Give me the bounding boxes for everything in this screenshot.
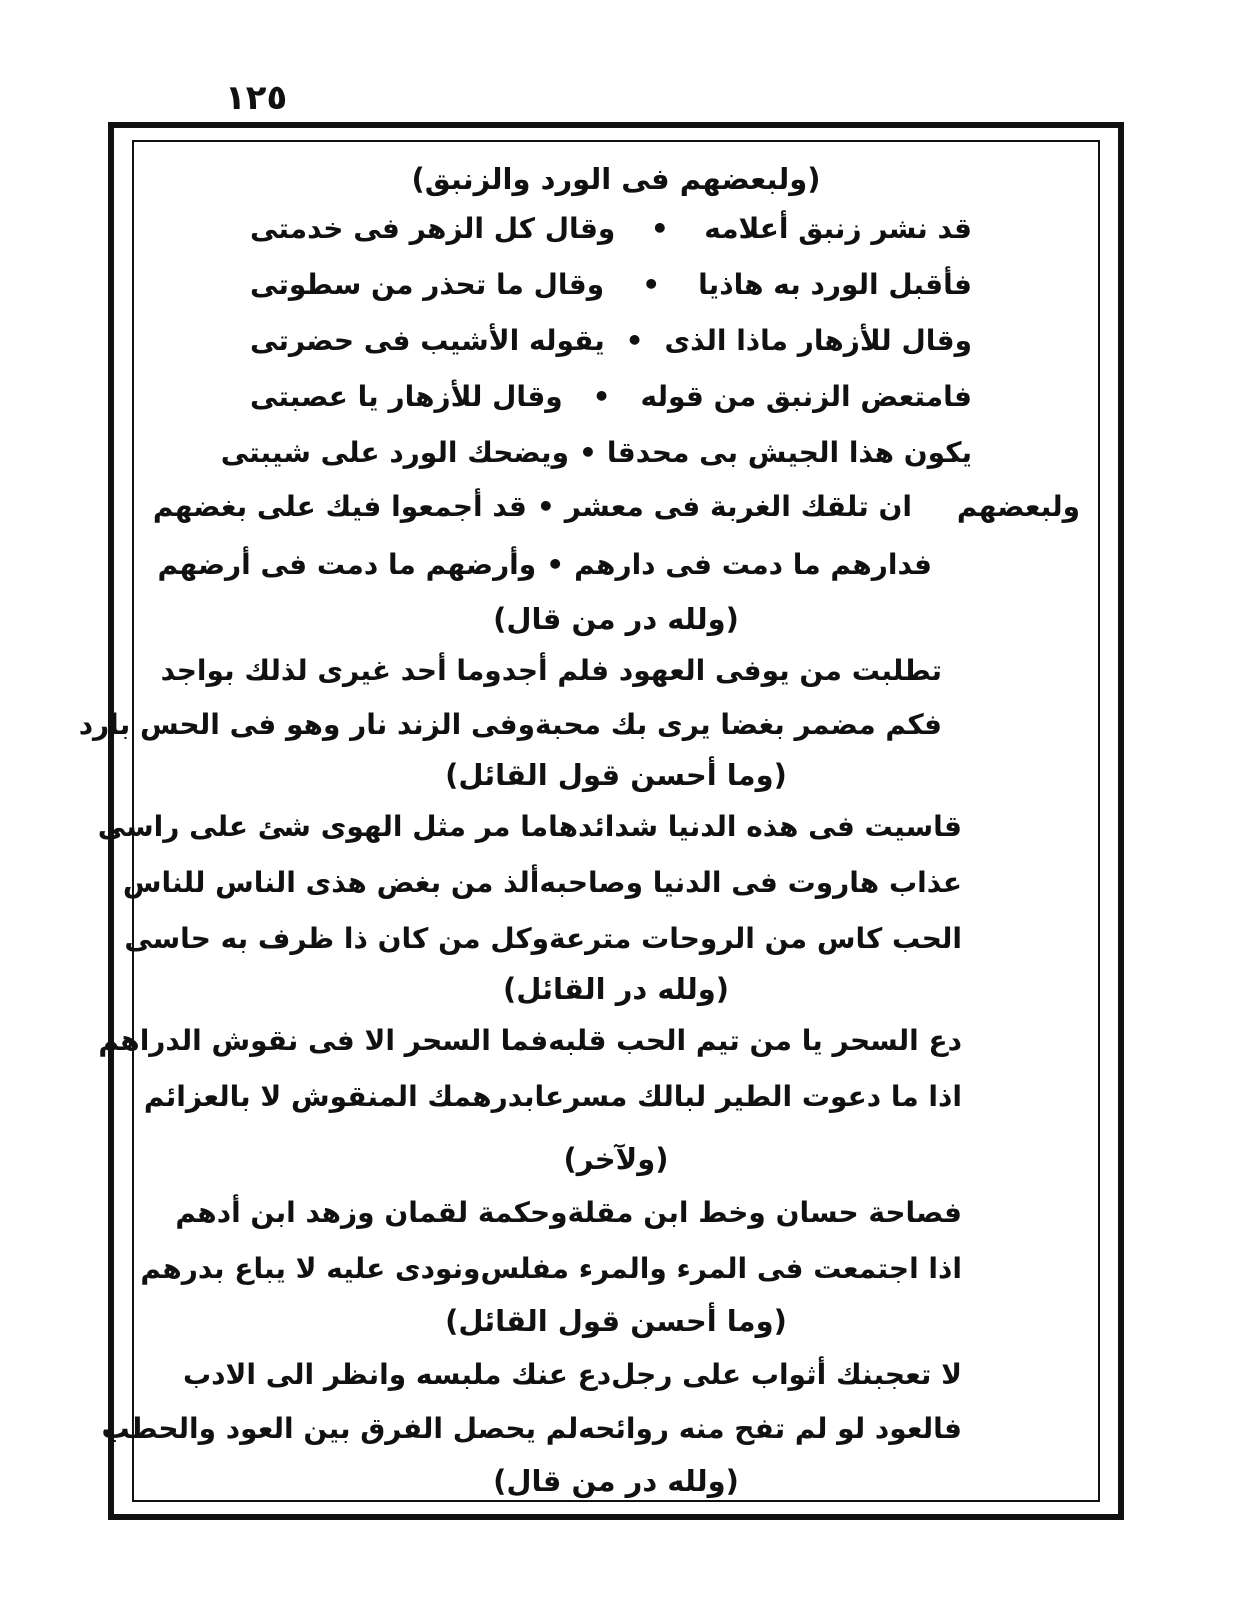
- verse-line: [78, 708, 942, 741]
- hemistich-second: وكل من كان ذا ظرف به حاسى: [124, 922, 550, 955]
- verse-line: [157, 548, 932, 581]
- hemistich-second: قد أجمعوا فيك على بغضهم: [152, 490, 527, 523]
- section-heading: (ولله در من قال): [493, 1464, 739, 1498]
- hemistich-second: دع عنك ملبسه وانظر الى الادب: [183, 1358, 612, 1391]
- hemistich-first: قاسيت فى هذه الدنيا شدائدها: [548, 810, 962, 843]
- hemistich-second: وحكمة لقمان وزهد ابن أدهم: [175, 1196, 568, 1229]
- verse-separator: •: [578, 436, 597, 469]
- hemistich-first: فأقبل الورد به هاذيا: [698, 268, 972, 301]
- page-number: ١٢٥: [225, 78, 288, 118]
- side-label: ولبعضهم: [956, 490, 1080, 523]
- verse-line: [143, 1080, 962, 1113]
- verse-line: [140, 1252, 962, 1285]
- verse-separator: •: [536, 490, 555, 523]
- verse-line: [250, 380, 972, 413]
- hemistich-first: تطلبت من يوفى العهود فلم أجد: [501, 654, 942, 687]
- hemistich-second: ويضحك الورد على شيبتى: [220, 436, 569, 469]
- verse-line: [98, 1024, 962, 1057]
- hemistich-first: الحب كاس من الروحات مترعة: [549, 922, 962, 955]
- section-heading: (ولله در القائل): [503, 972, 729, 1006]
- verse-line: [175, 1196, 962, 1229]
- verse-separator: •: [625, 324, 644, 357]
- hemistich-first: ان تلقك الغربة فى معشر: [564, 490, 912, 523]
- hemistich-first: فامتعض الزنبق من قوله: [640, 380, 972, 413]
- hemistich-second: يقوله الأشيب فى حضرتى: [250, 324, 605, 357]
- hemistich-first: فكم مضمر بغضا يرى بك محبة: [535, 708, 942, 741]
- hemistich-first: قد نشر زنبق أعلامه: [704, 212, 972, 245]
- hemistich-second: وأرضهم ما دمت فى أرضهم: [157, 548, 537, 581]
- hemistich-second: فما السحر الا فى نقوش الدراهم: [98, 1024, 549, 1057]
- verse-line: [97, 810, 962, 843]
- hemistich-second: وقال كل الزهر فى خدمتى: [250, 212, 616, 245]
- hemistich-first: اذا ما دعوت الطير لبالك مسرعا: [534, 1080, 962, 1113]
- verse-line: [124, 922, 962, 955]
- hemistich-second: ألذ من بغض هذى الناس للناس: [122, 866, 540, 899]
- verse-line: [250, 212, 972, 245]
- verse-line: [250, 268, 972, 301]
- hemistich-second: وما أحد غيرى لذلك بواجد: [160, 654, 502, 687]
- hemistich-first: فصاحة حسان وخط ابن مقلة: [567, 1196, 962, 1229]
- hemistich-first: عذاب هاروت فى الدنيا وصاحبه: [539, 866, 962, 899]
- hemistich-second: بدرهمك المنقوش لا بالعزائم: [143, 1080, 535, 1113]
- hemistich-first: فالعود لو لم تفح منه روائحه: [578, 1412, 962, 1445]
- verse-separator: •: [642, 268, 661, 301]
- section-heading: (ولبعضهم فى الورد والزنبق): [411, 162, 821, 196]
- section-heading: (وما أحسن قول القائل): [445, 1304, 787, 1338]
- hemistich-second: وقال للأزهار يا عصبتى: [250, 380, 563, 413]
- hemistich-second: ونودى عليه لا يباع بدرهم: [140, 1252, 481, 1285]
- verse-line: [122, 866, 962, 899]
- hemistich-first: فدارهم ما دمت فى دارهم: [574, 548, 932, 581]
- verse-line: [250, 324, 972, 357]
- hemistich-second: لم يحصل الفرق بين العود والحطب: [101, 1412, 579, 1445]
- verse-line: [220, 436, 972, 469]
- hemistich-second: وفى الزند نار وهو فى الحس بارد: [78, 708, 536, 741]
- hemistich-second: ما مر مثل الهوى شئ على راسى: [97, 810, 549, 843]
- verse-line: [160, 654, 942, 687]
- verse-line: [152, 490, 912, 523]
- verse-line: [183, 1358, 962, 1391]
- hemistich-first: يكون هذا الجيش بى محدقا: [606, 436, 972, 469]
- page-content: [78, 150, 1092, 1498]
- hemistich-second: وقال ما تحذر من سطوتى: [250, 268, 605, 301]
- section-heading: (وما أحسن قول القائل): [445, 758, 787, 792]
- hemistich-first: اذا اجتمعت فى المرء والمرء مفلس: [480, 1252, 962, 1285]
- section-heading: (ولآخر): [563, 1142, 669, 1176]
- verse-separator: •: [592, 380, 611, 413]
- verse-line: [101, 1412, 962, 1445]
- section-heading: (ولله در من قال): [493, 602, 739, 636]
- hemistich-first: لا تعجبنك أثواب على رجل: [611, 1358, 962, 1391]
- verse-separator: •: [650, 212, 669, 245]
- verse-separator: •: [546, 548, 565, 581]
- hemistich-first: وقال للأزهار ماذا الذى: [664, 324, 972, 357]
- hemistich-first: دع السحر يا من تيم الحب قلبه: [548, 1024, 962, 1057]
